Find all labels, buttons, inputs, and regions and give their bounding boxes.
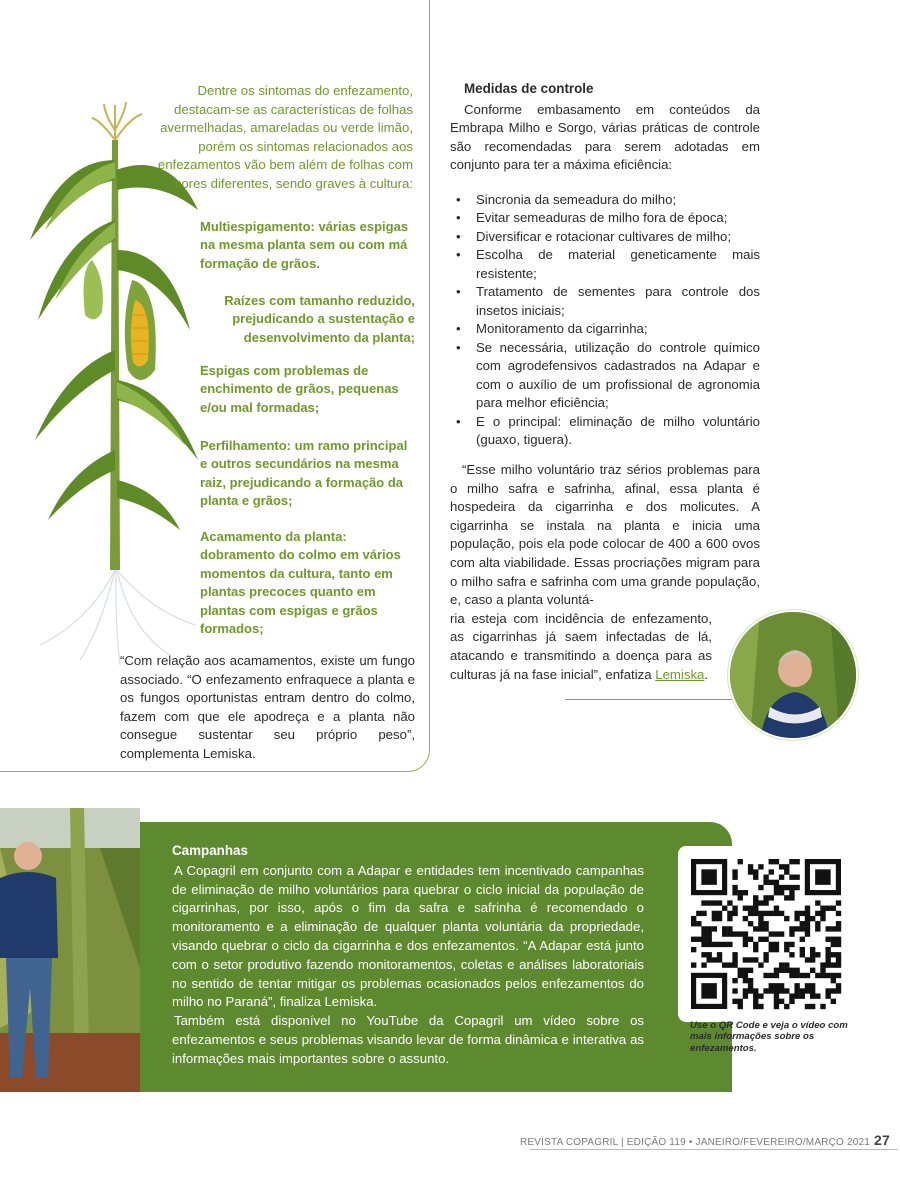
control-heading: Medidas de controle — [464, 81, 594, 96]
list-item: • Diversificar e rotacionar cultivares de milho; — [450, 228, 760, 247]
control-list — [450, 191, 760, 450]
lemiska-portrait — [728, 610, 858, 740]
list-item: • Evitar semeaduras de milho fora de época; — [450, 209, 760, 228]
control-paragraph: Conforme embasamento em conteúdos da Embrapa Milho e Sorgo, várias práticas de controle são recomendadas para serem adotadas em conjunto para ter a máxima eficiência: — [450, 101, 760, 172]
symptom-raizes: Raízes com tamanho reduzido, prejudicando a sustentação e desenvolvimento da planta; — [224, 293, 415, 345]
quote-right-narrow — [450, 610, 712, 684]
qr-caption: Use o QR Code e veja o vídeo com mais informações sobre os enfezamentos. — [690, 1020, 848, 1054]
qr-code-icon — [678, 846, 854, 1022]
footer-text: REVISTA COPAGRIL | EDIÇÃO 119 • JANEIRO/FEVEREIRO/MARÇO 2021 — [520, 1137, 871, 1148]
symptom-acamamento: Acamamento da planta: dobramento do colmo em vários momentos da cultura, tanto em plantas precoces quanto em plantas com espigas e grãos formados; — [200, 529, 401, 637]
list-item: • Tratamento de sementes para controle dos insetos iniciais; — [450, 283, 760, 320]
symptom-espigas: Espigas com problemas de enchimento de grãos, pequenas e/ou mal formadas; — [200, 363, 399, 415]
campaign-text — [172, 842, 644, 1069]
divider-line — [565, 699, 755, 700]
footer-divider — [530, 1149, 898, 1150]
list-item: • Escolha de material geneticamente mais resistente; — [450, 246, 760, 283]
control-measures-section — [450, 80, 760, 450]
quote-right-end: . — [704, 666, 709, 682]
symptom-multiespigamento: Multiespigamento: várias espigas na mesma planta sem ou com má formação de grãos. — [200, 219, 409, 271]
quote-acamamentos: “Com relação aos acamamentos, existe um fungo associado. “O enfezamento enfraquece a planta e os fungos oportunistas entram dentro do colmo, fazem com que ele apodreça e a planta não consegue sustentar seu próprio peso”, complementa Lemiska. — [120, 653, 415, 761]
lemiska-link[interactable]: Lemiska — [655, 666, 705, 682]
symptom-perfilhamento: Perfilhamento: um ramo principal e outros secundários na mesma raiz, prejudicando a formação da planta e grãos; — [200, 438, 408, 509]
quote-right-narrow-text: ria esteja com incidência de enfezamento, as cigarrinhas já saem infectadas de lá, atacando e transmitindo a doença para as culturas já na fase inicial”, enfatiza — [450, 610, 712, 682]
campaign-heading: Campanhas — [172, 843, 248, 858]
qr-code[interactable] — [678, 846, 854, 1022]
list-item: • Monitoramento da cigarrinha; — [450, 320, 760, 339]
campaign-paragraph-1: A Copagril em conjunto com a Adapar e entidades tem incentivado campanhas de eliminação de milho voluntários para quebrar o ciclo inicial da população de cigarrinhas, por isso, após o fim da safra e safrinha é recomendado o monitoramento e a eliminação de qualquer planta voluntária da propriedade, visando quebrar o ciclo da cigarrinha e dos enfezamentos. “A Adapar está junto com o setor produtivo fazendo monitoramentos, coletas e análises laboratoriais no sentido de tentar mitigar os problemas ocasionados pelos enfezamentos do milho no Paraná”, finaliza Lemiska. — [172, 862, 644, 1010]
campaign-paragraph-2: Também está disponível no YouTube da Copagril um vídeo sobre os enfezamentos e seus problemas visando levar de forma dinâmica e interativa as informações mais importantes sobre o assunto. — [172, 1013, 644, 1066]
quote-right-wide: “Esse milho voluntário traz sérios problemas para o milho safra e safrinha, afinal, essa planta é hospedeira da cigarrinha e dos molicutes. A cigarrinha se instala na planta e inicia uma população, pois ela pode colocar de 400 a 600 ovos com alta viabilidade. Essas procriações migram para o milho safra e safrinha com uma grande população, e, caso a planta voluntá- — [450, 462, 760, 608]
symptoms-intro: Dentre os sintomas do enfezamento, destacam-se as características de folhas avermelhadas, amareladas ou verde limão, porém os sintomas relacionados aos enfezamentos vão bem além de folhas com cores diferentes, sendo graves à cultura: — [157, 83, 413, 191]
page-number: 27 — [874, 1132, 891, 1148]
page-footer — [520, 1132, 891, 1148]
list-item: • Sincronia da semeadura do milho; — [450, 191, 760, 210]
lemiska-field-photo — [0, 808, 140, 1092]
quote-milho-voluntario — [450, 461, 760, 684]
list-item: • Se necessária, utilização do controle químico com agrodefensivos cadastrados na Adapar e com o auxílio de um profissional de agronomia para melhor eficiência; — [450, 339, 760, 413]
list-item: • E o principal: eliminação de milho voluntário (guaxo, tiguera). — [450, 413, 760, 450]
